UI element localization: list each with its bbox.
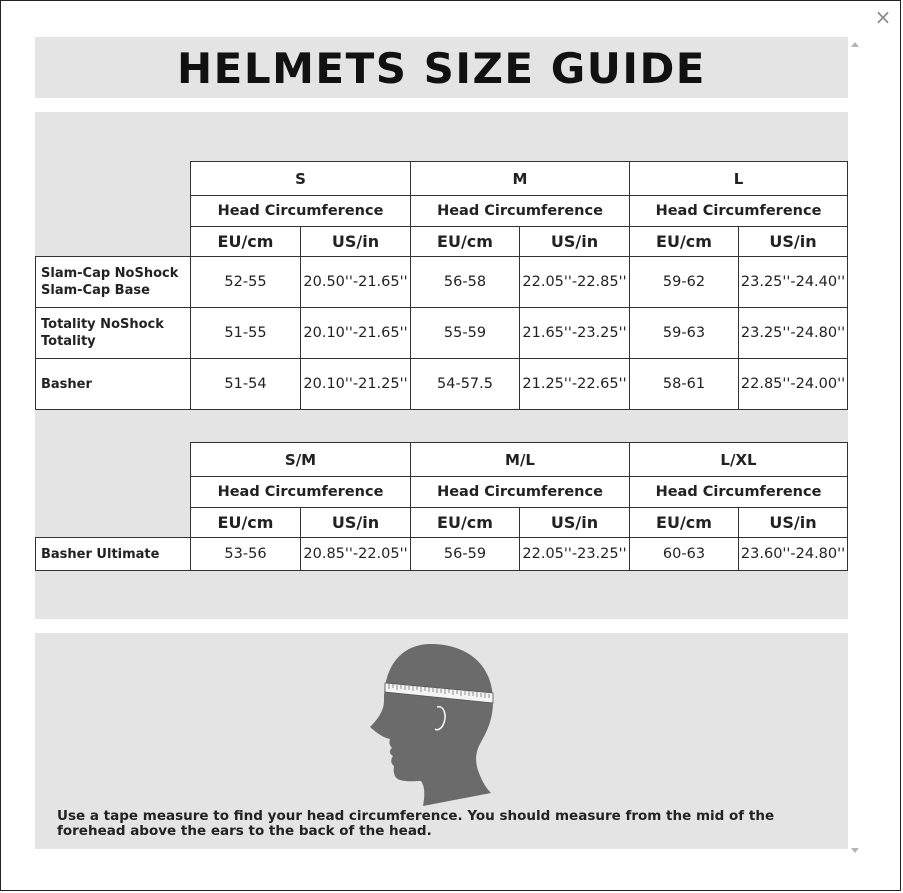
model-line: Totality — [41, 334, 96, 349]
size-value: 20.85''-22.05'' — [301, 538, 411, 571]
size-header-sm: S/M — [191, 443, 411, 477]
size-value: 59-63 — [630, 308, 739, 359]
unit-eu: EU/cm — [411, 227, 520, 257]
size-value: 21.65''-23.25'' — [520, 308, 630, 359]
model-name — [36, 359, 191, 410]
unit-us: US/in — [739, 227, 848, 257]
unit-us: US/in — [520, 508, 630, 538]
model-name — [36, 308, 191, 359]
size-value: 60-63 — [630, 538, 739, 571]
corner-blank — [36, 162, 191, 196]
head-measure-icon — [367, 641, 497, 806]
size-value: 58-61 — [630, 359, 739, 410]
head-circumference-label: Head Circumference — [630, 477, 848, 508]
size-value: 56-58 — [411, 257, 520, 308]
size-value: 22.05''-22.85'' — [520, 257, 630, 308]
table-row — [36, 308, 848, 359]
unit-eu: EU/cm — [411, 508, 520, 538]
corner-blank — [36, 196, 191, 227]
unit-us: US/in — [520, 227, 630, 257]
size-value: 51-55 — [191, 308, 301, 359]
unit-us: US/in — [301, 227, 411, 257]
size-header-lxl: L/XL — [630, 443, 848, 477]
size-value: 23.25''-24.80'' — [739, 308, 848, 359]
size-value: 20.10''-21.25'' — [301, 359, 411, 410]
size-header-ml: M/L — [411, 443, 630, 477]
instructions-text: Use a tape measure to find your head circumference. You should measure from the mid of the forehead above the ears to the back of the head. — [57, 808, 775, 839]
size-value: 20.10''-21.65'' — [301, 308, 411, 359]
model-line: Basher — [41, 376, 92, 392]
unit-eu: EU/cm — [630, 508, 739, 538]
table-row — [36, 538, 848, 571]
head-circumference-label: Head Circumference — [630, 196, 848, 227]
scrollbar[interactable] — [848, 37, 863, 857]
head-silhouette — [370, 644, 493, 806]
table-row — [36, 359, 848, 410]
size-value: 23.25''-24.40'' — [739, 257, 848, 308]
size-value: 53-56 — [191, 538, 301, 571]
size-value: 22.85''-24.00'' — [739, 359, 848, 410]
head-circumference-label: Head Circumference — [191, 477, 411, 508]
head-circumference-label: Head Circumference — [411, 477, 630, 508]
corner-blank — [36, 227, 191, 257]
size-table-2 — [35, 442, 848, 571]
unit-eu: EU/cm — [191, 508, 301, 538]
model-name — [36, 538, 191, 571]
size-header-m: M — [411, 162, 630, 196]
size-value: 20.50''-21.65'' — [301, 257, 411, 308]
scroll-up-arrow-icon[interactable] — [851, 42, 859, 47]
size-value: 21.25''-22.65'' — [520, 359, 630, 410]
head-circumference-label: Head Circumference — [191, 196, 411, 227]
size-value: 52-55 — [191, 257, 301, 308]
head-circumference-label: Head Circumference — [411, 196, 630, 227]
size-header-l: L — [630, 162, 848, 196]
size-value: 59-62 — [630, 257, 739, 308]
close-icon[interactable]: × — [874, 5, 892, 29]
model-line: Totality NoShock — [41, 317, 164, 332]
unit-eu: EU/cm — [630, 227, 739, 257]
size-value: 51-54 — [191, 359, 301, 410]
measure-instructions-band — [35, 633, 848, 849]
corner-blank — [36, 443, 191, 477]
model-name — [36, 257, 191, 308]
model-line: Slam-Cap NoShock — [41, 266, 179, 281]
corner-blank — [36, 508, 191, 538]
page-title: HELMETS SIZE GUIDE — [176, 44, 706, 93]
unit-us: US/in — [739, 508, 848, 538]
corner-blank — [36, 477, 191, 508]
title-band — [35, 37, 848, 98]
size-value: 55-59 — [411, 308, 520, 359]
size-header-s: S — [191, 162, 411, 196]
size-value: 23.60''-24.80'' — [739, 538, 848, 571]
table-row — [36, 257, 848, 308]
scroll-down-arrow-icon[interactable] — [851, 848, 859, 853]
size-value: 22.05''-23.25'' — [520, 538, 630, 571]
model-line: Slam-Cap Base — [41, 283, 150, 298]
model-line: Basher Ultimate — [41, 546, 160, 562]
size-table-1 — [35, 161, 848, 410]
size-value: 54-57.5 — [411, 359, 520, 410]
unit-eu: EU/cm — [191, 227, 301, 257]
unit-us: US/in — [301, 508, 411, 538]
size-value: 56-59 — [411, 538, 520, 571]
